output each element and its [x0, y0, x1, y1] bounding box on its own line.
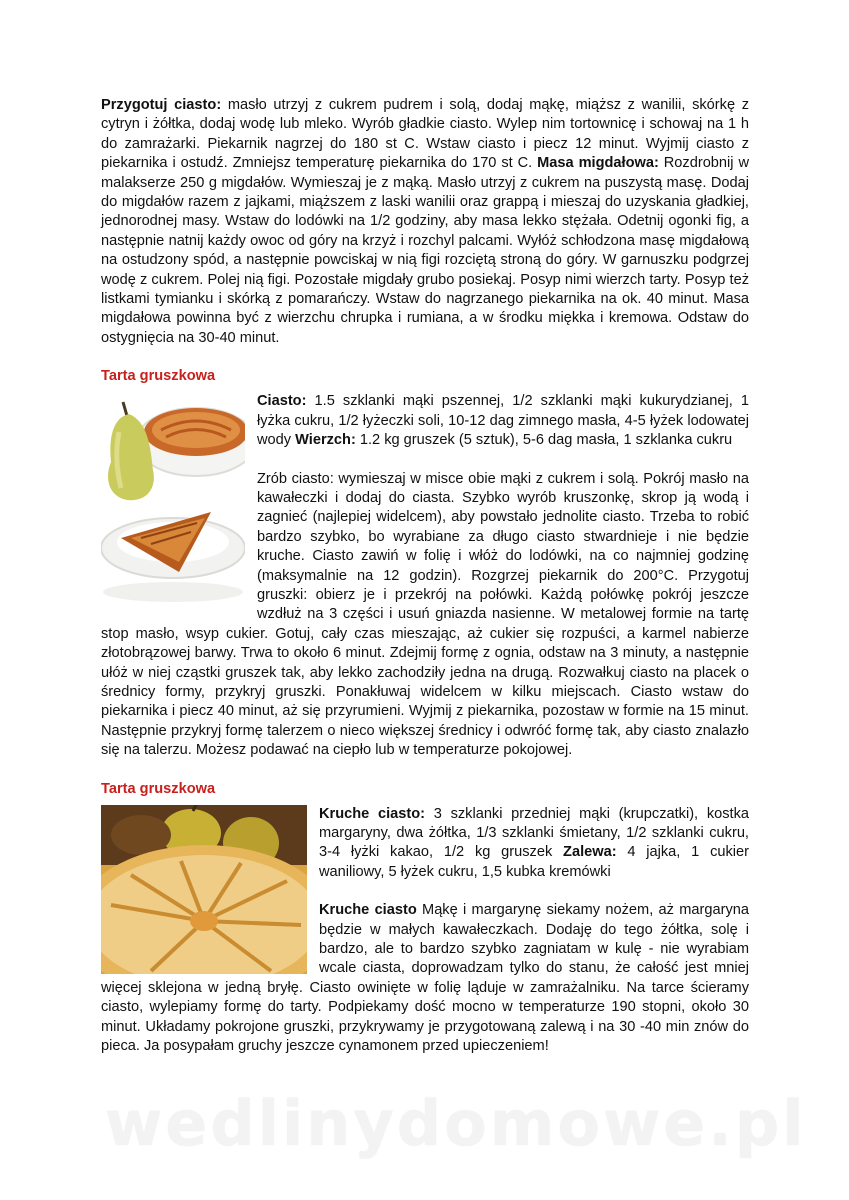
- pear-tart-illustration: [101, 392, 245, 608]
- recipe2-topping-text: 4 jajka, 1 cukier waniliowy, 5 łyżek cukru, 1,5 kubka kremówki: [319, 844, 749, 880]
- watermark: wedlinydomowe.pl: [105, 1087, 807, 1160]
- recipe2-topping-lead: Zalewa:: [563, 844, 617, 861]
- intro-text-2: Rozdrobnij w malakserze 250 g migdałów. Wymieszaj je z mąką. Masło utrzyj z cukrem na puszystą masę. Dodaj do migdałów razem z jajkami, miąższem z laski wanilii oraz grappą i mieszaj do uzyskania gładkiej, jednorodnej masy. Wstaw do lodówki na 1/2 godziny, aby masa lekko stężała. Odetnij ogonki fig, a następnie natnij każdy owoc od góry na krzyż i rozchyl palcami. Wyłóż schłodzona masę migdałową na ostudzony spód, a następnie powciskaj w nią figi rozciętą stroną do góry. W garnuszku podgrzej wodę z cukrem. Polej nią figi. Pozostałe migdały grubo posiekaj. Posyp nimi wierzch tarty. Posyp też listkami tymianku i skórką z pomarańczy. Wstaw do nagrzanego piekarnika na ok. 40 minut. Masa migdałowa powinna być z wierzchu chrupka i rumiana, a w środku miękka i kremowa. Odstaw do ostygnięcia na 30-40 minut.: [101, 155, 749, 346]
- recipe1-topping-text: 1.2 kg gruszek (5 sztuk), 5-6 dag masła, 1 szklanka cukru: [355, 432, 733, 449]
- almond-mass-lead: Masa migdałowa:: [537, 155, 659, 172]
- recipe1-dough-lead: Ciasto:: [257, 393, 307, 410]
- intro-text-1: masło utrzyj z cukrem pudrem i solą, dodaj mąkę, miąższ z wanilii, skórkę z cytryn i żółtka, dodaj wodę lub mleko. Wyrób gładkie ciasto. Wylep nim tortownicę i schowaj na 1 h do zamrażarki. Piekarnik nagrzej do 180 st C. Wstaw ciasto i piecz 12 minut. Wyjmij ciasto z piekarnika i ostudź. Zmniejsz temperaturę piekarnika do 170 st C.: [101, 97, 750, 172]
- recipe2-dough-lead: Kruche ciasto:: [319, 805, 426, 822]
- recipe2-method-text: Mąkę i margarynę siekamy nożem, aż margaryna będzie w małych kawałeczkach. Dodaję do tego żółtka, solę i bardzo, ale to bardzo szybko zagniatam w kulę - nie wyrabiam wcale ciasta, doprowadzam tylko do stanu, że całość jest mniej więcej sklejona w jedną bryłę. Ciasto owinięte w folię ląduje w zamrażalniku. Na tarce ścieramy ciasto, wylepiamy formę do tarty. Podpiekamy dość mocno w temperaturze 190 stopni, około 30 minut. Układamy pokrojone gruszki, przykrywamy je przygotowaną zalewą i na 30 -40 min znów do pieca. Ja posypałam gruchy jeszcze cynamonem przed upieczeniem!: [101, 902, 749, 1055]
- recipe1-dough-text: 1.5 szklanki mąki pszennej, 1/2 szklanki mąki kukurydzianej, 1 łyżka cukru, 1/2 łyżeczki soli, 10-12 dag zimnego masła, 4-5 łyżek lodowatej wody: [257, 393, 749, 449]
- intro-lead: Przygotuj ciasto:: [101, 97, 222, 113]
- document-page: [101, 96, 749, 1056]
- recipe2-dough-text: 3 szklanki przedniej mąki (krupczatki), kostka margaryny, dwa żółtka, 1/3 szklanki śmietany, 1/2 szklanki cukru, 3-4 łyżki kakao, 1/2 kg gruszek: [319, 805, 749, 861]
- recipe2-title: Tarta gruszkowa: [101, 780, 216, 797]
- pear-tart-2-photo: [101, 805, 307, 974]
- intro-paragraph: [101, 96, 749, 348]
- pear-tart-2-illustration: [101, 805, 307, 974]
- recipe1-topping-lead: Wierzch:: [295, 432, 356, 449]
- pear-tart-photo: [101, 392, 245, 608]
- recipe1-title: Tarta gruszkowa: [101, 368, 216, 385]
- recipe1-method: Zrób ciasto: wymieszaj w misce obie mąki z cukrem i solą. Pokrój masło na kawałeczki i dodaj do ciasta. Szybko wyrób kruszonkę, skrop ją wodą i zagnieć (najlepiej widelcem), aby powstało jednolite ciasto. Trzeba to robić bardzo szybko, bo wyrabiane za długo ciasto stwardnieje i nie będzie kruche. Ciasto zawiń w folię i włóż do lodówki, na co najmniej godzinę (maksymalnie na 12 godzin). Rozgrzej piekarnik do 200°C. Przygotuj gruszki: obierz je i przekrój na połówki. Każdą połówkę pokrój jeszcze wzdłuż na 3 części i usuń gniazda nasienne. W metalowej formie na tartę stop masło, wsyp cukier. Gotuj, cały czas mieszając, aż cukier się rozpuści, a karmel nabierze złotobrązowej barwy. Trwa to około 6 minut. Zdejmij formę z ognia, odstaw na 3 minuty, a następnie ułóż w niej cząstki gruszek tak, aby lekko zachodziły jedna na drugą. Rozwałkuj ciasto na placek o średnicy formy, przykryj gruszki. Ponakłuwaj widelcem w kilku miejscach. Ciasto wstaw do piekarnika i piecz 40 minut, aż się przyrumieni. Wyjmij z piekarnika, pozostaw w formie na 15 minut. Następnie przykryj formę talerzem o nieco większej średnicy i odwróć formę tak, aby ciasto znalazło się na talerzu. Możesz podawać na ciepło lub w temperaturze pokojowej.: [101, 470, 749, 759]
- recipe2-method-lead: Kruche ciasto: [319, 902, 417, 919]
